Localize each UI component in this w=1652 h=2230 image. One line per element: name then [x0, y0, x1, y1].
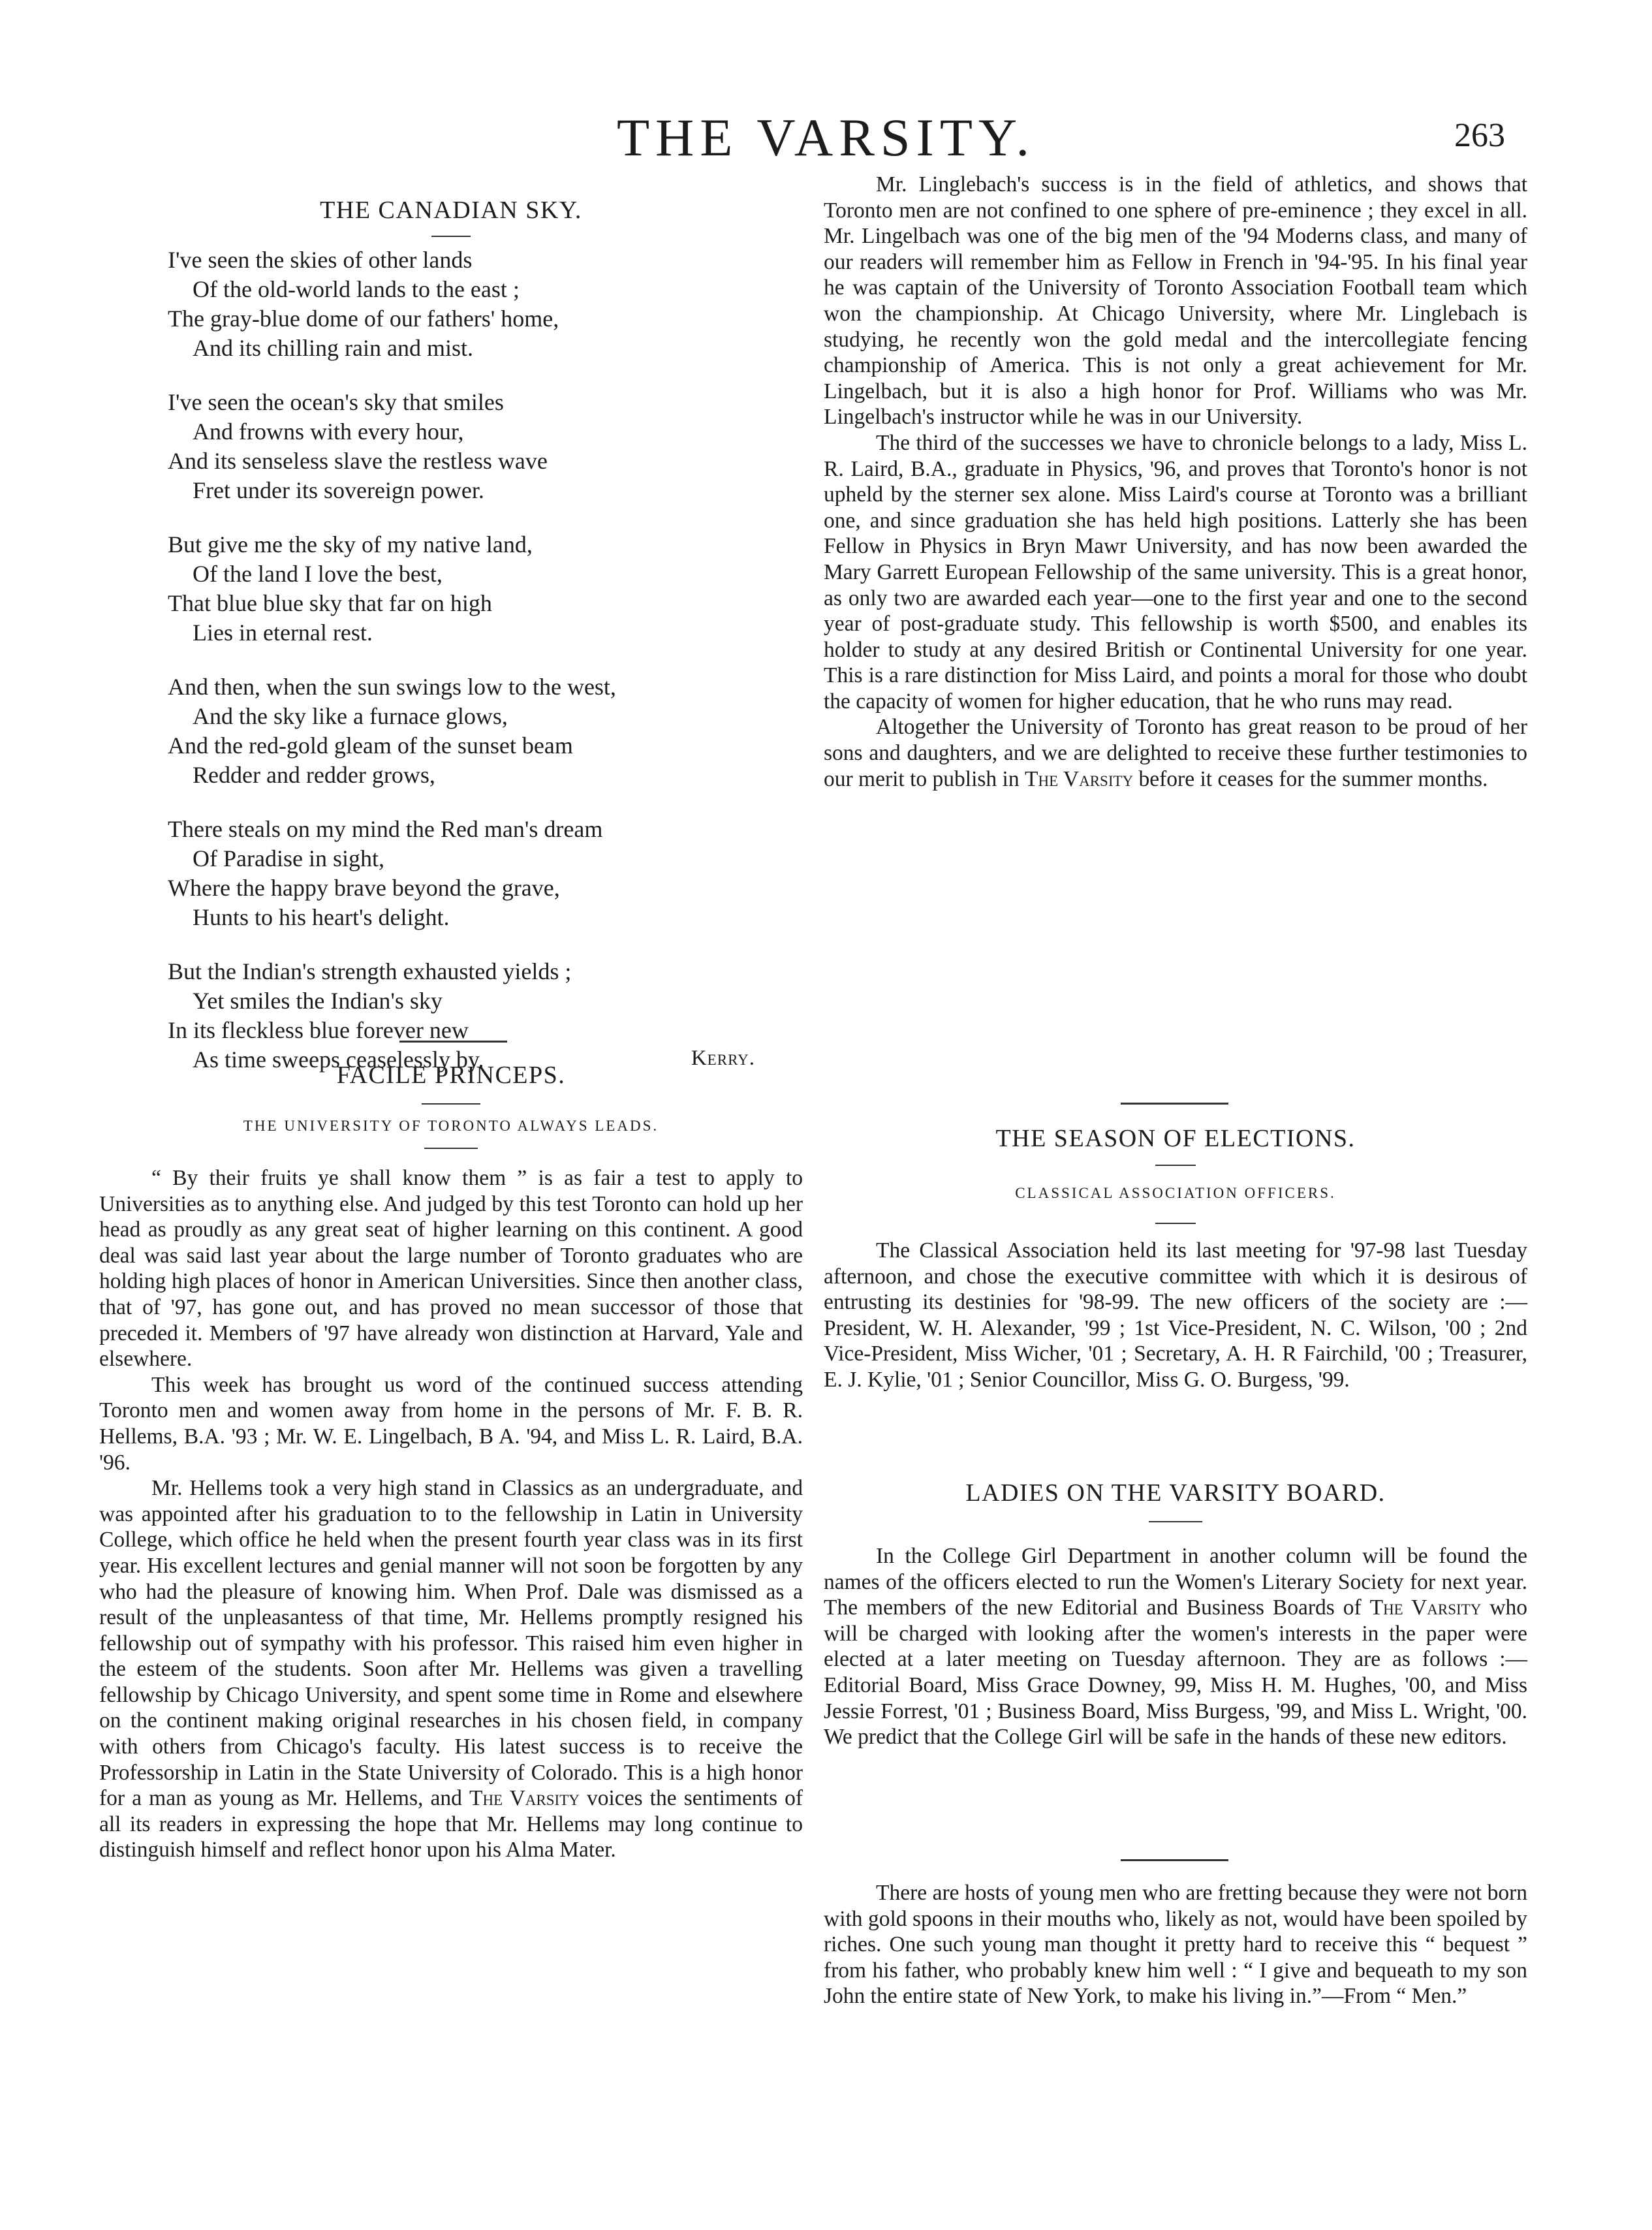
poem-stanza [168, 388, 794, 505]
poem-line: Where the happy brave beyond the grave, [168, 875, 560, 901]
poem-line: Of the old-world lands to the east ; [193, 276, 520, 302]
facile-continued-body [824, 172, 1527, 792]
poem-line: Lies in eternal rest. [193, 620, 373, 646]
publication-name: The Varsity [1369, 1595, 1482, 1620]
elections-title: THE SEASON OF ELECTIONS. [995, 1125, 1356, 1152]
facile-title: FACILE PRINCEPS. [336, 1061, 566, 1089]
paragraph-text: who will be charged with looking after the women's interests in the paper were elected at a later meeting on Tuesday afternoon. They are as follows :—Editorial Board, Miss Grace Downey, 99, Miss H. M. Hughes, '00, and Miss Jessie Forrest, '01 ; Business Board, Miss Burgess, '99, and Miss L. Wright, '00. We predict that the College Girl will be safe in the hands of these new editors. [824, 1595, 1528, 1750]
poem-line: And the sky like a furnace glows, [193, 703, 508, 729]
facile-title-rule [422, 1103, 480, 1105]
poem-line: I've seen the ocean's sky that smiles [168, 389, 504, 415]
poem-line: And its chilling rain and mist. [193, 335, 473, 361]
paragraph-text: Mr. Hellems took a very high stand in Classics as an undergraduate, and was appointed after his graduation to to the fellowship in Latin in University College, which office he held when the present fourth year class was in its first year. His excellent lectures and genial manner will not soon be forgotten by any who had the pleasure of knowing him. When Prof. Dale was dismissed as a result of the unpleasantess of that time, Mr. Hellems promptly resigned his fellowship out of sympathy with his professor. This raised him even higher in the esteem of the students. Soon after Mr. Hellems was given a travelling fellowship by Chicago University, and spent some time in Rome and elsewhere on the continent making original researches in his chosen field, in company with others from Chicago's faculty. His latest success is to receive the Professorship in Latin in the State University of Colorado. This is a high honor for a man as young as Mr. Hellems, and [99, 1476, 803, 1811]
article-paragraph: Mr. Linglebach's success is in the field of athletics, and shows that Toronto men are not confined to one sphere of pre-eminence ; they excel in all. Mr. Lingelbach was one of the big men of the '94 Moderns class, and many of our readers will remember him as Fellow in French in '94-'95. In his final year he was captain of the University of Toronto Association Football team which won the championship. At Chicago University, where Mr. Linglebach is studying, he recently won the gold medal and the intercollegiate fencing championship of America. This is not only a great achievement for Mr. Lingelbach, but it is also a high honor for Prof. Williams who was Mr. Lingelbach's instructor while he was in our University. [824, 172, 1527, 430]
elections-subtitle: CLASSICAL ASSOCIATION OFFICERS. [1015, 1185, 1336, 1201]
poem-title-rule [431, 236, 471, 237]
poem-line: Of the land I love the best, [193, 561, 443, 587]
publication-name: The Varsity [1025, 766, 1134, 791]
elections-title-rule [1155, 1165, 1196, 1166]
elections-body [824, 1238, 1527, 1393]
poem-line: Redder and redder grows, [193, 762, 435, 788]
article-paragraph [824, 1543, 1527, 1750]
poem-line: But the Indian's strength exhausted yields ; [168, 958, 572, 984]
facile-article-body [99, 1165, 803, 1863]
poem-line: And its senseless slave the restless wave [168, 448, 548, 474]
poem-line: There steals on my mind the Red man's dream [168, 816, 603, 842]
poem-stanza [168, 530, 794, 648]
poem-line: Hunts to his heart's delight. [193, 904, 450, 930]
ladies-title: LADIES ON THE VARSITY BOARD. [965, 1479, 1386, 1507]
poem-line: And then, when the sun swings low to the west, [168, 674, 616, 700]
poem-line: Of Paradise in sight, [193, 845, 384, 872]
poem-body [168, 245, 794, 1075]
filler-body [824, 1880, 1527, 2009]
ladies-title-rule [1149, 1521, 1202, 1522]
poem-line: In its fleckless blue forever new [168, 1017, 469, 1043]
publication-name: The Varsity [469, 1786, 580, 1811]
facile-subtitle: THE UNIVERSITY OF TORONTO ALWAYS LEADS. [243, 1118, 659, 1134]
masthead: THE VARSITY. [616, 108, 1036, 167]
poem-line: But give me the sky of my native land, [168, 531, 533, 558]
section-rule [1121, 1103, 1228, 1105]
poem-line: Fret under its sovereign power. [193, 477, 484, 503]
paragraph-text: In the College Girl Department in another column will be found the names of the officers elected to run the Women's Literary Society for next year. The members of the new Editorial and Business Boards of [824, 1544, 1527, 1620]
poem-line: And the red-gold gleam of the sunset beam [168, 732, 573, 759]
elections-subtitle-rule [1155, 1223, 1196, 1224]
poem-stanza [168, 957, 794, 1075]
article-paragraph: This week has brought us word of the continued success attending Toronto men and women away from home in the persons of Mr. F. B. R. Hellems, B.A. '93 ; Mr. W. E. Lingelbach, B A. '94, and Miss L. R. Laird, B.A. '96. [99, 1372, 803, 1475]
poem-stanza [168, 815, 794, 932]
paragraph-text: Altogether the University of Toronto has great reason to be proud of her sons and daughters, and we are delighted to receive these further testimonies to our merit to publish in [824, 715, 1527, 791]
poem-line: And frowns with every hour, [193, 418, 464, 445]
facile-subtitle-rule [424, 1148, 478, 1149]
article-paragraph: The Classical Association held its last meeting for '97-98 last Tuesday afternoon, and chose the executive committee with which it is desirous of entrusting its destinies for '98-99. The new officers of the society are :—President, W. H. Alexander, '99 ; 1st Vice-President, N. C. Wilson, '00 ; 2nd Vice-President, Miss Wicher, '01 ; Secretary, A. H. R Fairchild, '00 ; Treasurer, E. J. Kylie, '01 ; Senior Councillor, Miss G. O. Burgess, '99. [824, 1238, 1527, 1392]
article-paragraph [99, 1475, 803, 1863]
paragraph-text: voices the sentiments of all its readers in expressing the hope that Mr. Hellems may long continue to distinguish himself and reflect honor upon his Alma Mater. [99, 1786, 803, 1862]
poem-stanza [168, 245, 794, 363]
section-rule [399, 1041, 507, 1043]
poem-line: The gray-blue dome of our fathers' home, [168, 306, 559, 332]
article-paragraph [824, 714, 1527, 792]
article-paragraph: The third of the successes we have to chronicle belongs to a lady, Miss L. R. Laird, B.A., graduate in Physics, '96, and proves that Toronto's honor is not upheld by the sterner sex alone. Miss Laird's course at Toronto was a brilliant one, and since graduation she has held high positions. Latterly she has been Fellow in Physics in Bryn Mawr University, and has now been awarded the Mary Garrett European Fellowship of the same university. This is a great honor, as only two are awarded each year—one to the first year and one to the second year of post-graduate study. This fellowship is worth $500, and enables its holder to study at any desired British or Continental University for one year. This is a rare distinction for Miss Laird, and points a moral for those who doubt the capacity of women for higher education, that he who runs may read. [824, 430, 1527, 714]
page-number: 263 [1454, 117, 1505, 154]
poem-line: As time sweeps ceaselessly by. [193, 1046, 484, 1073]
poem-line: That blue blue sky that far on high [168, 590, 492, 616]
ladies-body [824, 1543, 1527, 1750]
poem-line: I've seen the skies of other lands [168, 247, 473, 273]
section-rule [1121, 1859, 1228, 1861]
poem-author: Kerry. [691, 1046, 755, 1070]
poem-title: THE CANADIAN SKY. [320, 196, 582, 224]
article-paragraph: There are hosts of young men who are fretting because they were not born with gold spoons in their mouths who, likely as not, would have been spoiled by riches. One such young man thought it pretty hard to receive this “ bequest ” from his father, who probably knew him well : “ I give and bequeath to my son John the entire state of New York, to make his living in.”—From “ Men.” [824, 1881, 1527, 2009]
article-paragraph: “ By their fruits ye shall know them ” is as fair a test to apply to Universities as to anything else. And judged by this test Toronto can hold up her head as proudly as any great seat of higher learning on this continent. A good deal was said last year about the large number of Toronto graduates who are holding high places of honor in American Universities. Since then another class, that of '97, has gone out, and has proved no mean successor of those that preceded it. Members of '97 have already won distinction at Harvard, Yale and elsewhere. [99, 1166, 803, 1372]
paragraph-text: before it ceases for the summer months. [1138, 766, 1488, 791]
poem-line: Yet smiles the Indian's sky [193, 988, 443, 1014]
poem-stanza [168, 672, 794, 790]
